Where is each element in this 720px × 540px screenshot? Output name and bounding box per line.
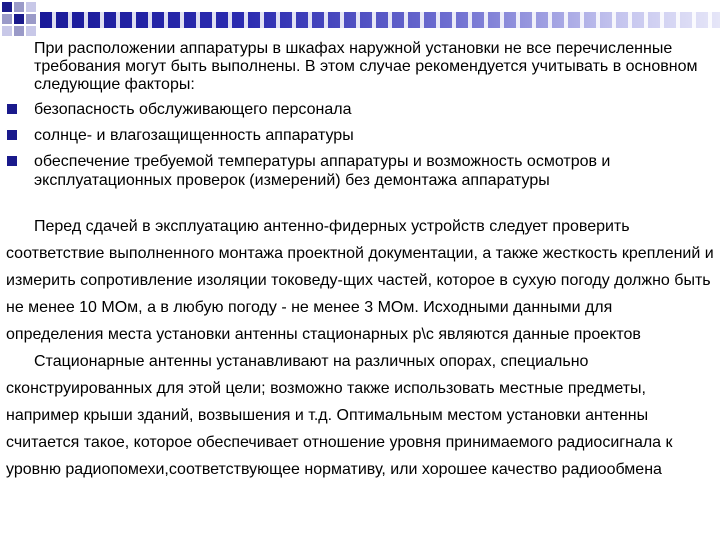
paragraph-commissioning (6, 213, 714, 348)
body-text (6, 213, 714, 483)
factor-list (0, 100, 720, 197)
paragraph-antennas-text: Стационарные антенны устанавливают на различных опорах, специально сконструированных для этой цели; возможно также использовать местные предметы, например крыши зданий, возвышения и т.д. Оптимальным местом установки антенны считается такое, которое обеспечивает отношение уровня принимаемого радиосигнала к уровню радиопомехи,соответствующее нормативу, или хорошее качество радиообмена (6, 353, 673, 478)
paragraph-antennas (6, 348, 714, 483)
square-bullet-icon (7, 104, 17, 114)
list-item-text: безопасность обслуживающего персонала (34, 101, 352, 118)
list-item (0, 126, 720, 145)
list-item-text: солнце- и влагозащищенность аппаратуры (34, 127, 354, 144)
intro-paragraph: При расположении аппаратуры в шкафах наружной установки не все перечисленные требования могут быть выполнены. В этом случае рекомендуется учитывать в основном следующие факторы: (34, 40, 698, 93)
paragraph-commissioning-text: Перед сдачей в эксплуатацию антенно-фидерных устройств следует проверить соответствие выполненного монтажа проектной документации, а также жесткость креплений и измерить сопротивление изоляции токоведу-щих частей, которое в сухую погоду должно быть не менее 10 МОм, а в любую погоду - не менее 3 МОм. Исходными данными для определения места установки антенны стационарных р\с являются данные проектов (6, 218, 714, 343)
list-item (0, 100, 720, 119)
square-bullet-icon (7, 156, 17, 166)
list-item-text: обеспечение требуемой температуры аппаратуры и возможность осмотров и эксплуатационных проверок (измерений) без демонтажа аппаратуры (34, 153, 611, 189)
list-item (0, 152, 720, 190)
square-bullet-icon (7, 130, 17, 140)
